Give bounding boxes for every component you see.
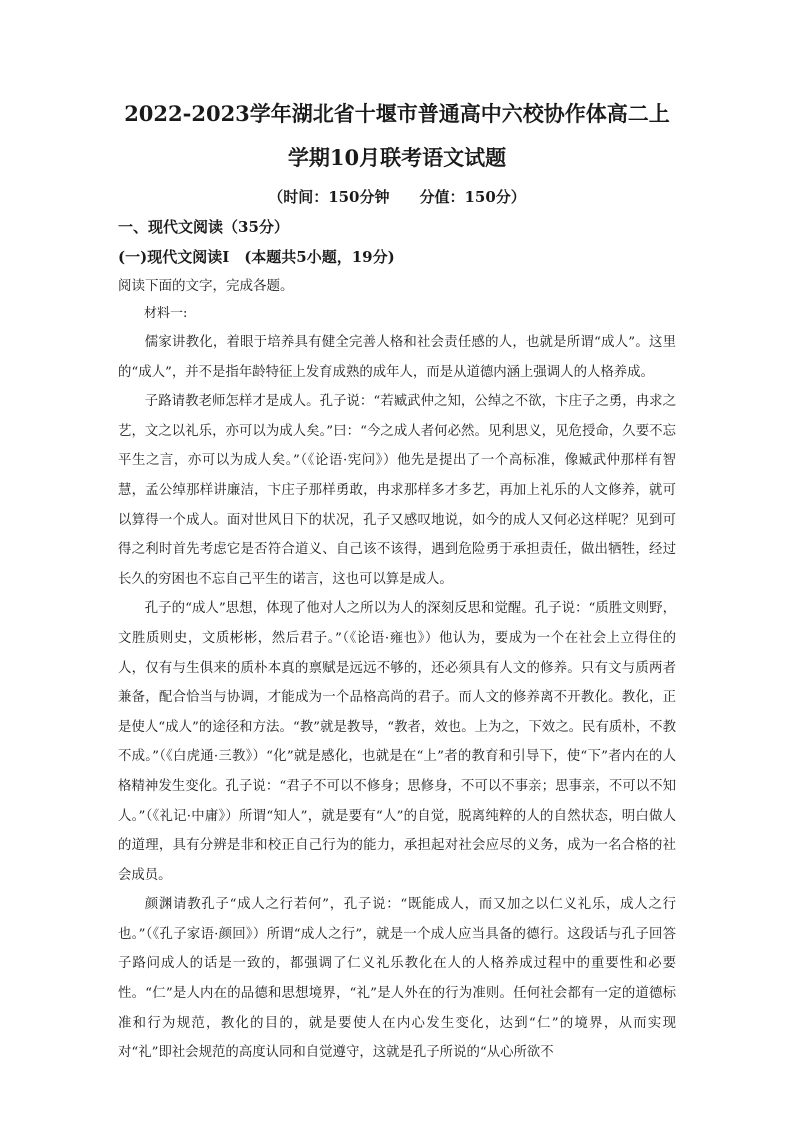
reading-instruction: 阅读下面的文字，完成各题。 [118, 278, 294, 294]
body-paragraph: 子路请教老师怎样才是成人。孔子说：“若臧武仲之知，公绰之不欲，卞庄子之勇，冉求之艺，文之以礼乐，亦可以为成人矣。”曰：“今之成人者何必然。见利思义，见危授命，久要不忘平生之言，亦可以为成人矣。”（《论语·宪问》）他先是提出了一个高标准，像臧武仲那样有智慧，孟公绰那样讲廉洁，卞庄子那样勇敢，冉求那样多才多艺，再加上礼乐的人文修养，就可以算得一个成人。面对世风日下的状况，孔子又感叹地说，如今的成人又何必这样呢？见到可得之利时首先考虑它是否符合道义、自己该不该得，遇到危险勇于承担责任，做出牺牲，经过长久的穷困也不忘自己平生的诺言，这也可以算是成人。 [118, 394, 676, 587]
body-paragraph: 孔子的“成人”思想，体现了他对人之所以为人的深刻反思和觉醒。孔子说：“质胜文则野，文胜质则史，文质彬彬，然后君子。”（《论语·雍也》）他认为，要成为一个在社会上立得住的人，仅有与生俱来的质朴本真的禀赋是远远不够的，还必须具有人文的修养。只有文与质两者兼备，配合恰当与协调，才能成为一个品格高尚的君子。而人文的修养离不开教化。教化，正是使人“成人”的途径和方法。“教”就是教导，“教者，效也。上为之，下效之。民有质朴，不教不成。”（《白虎通·三教》）“化”就是感化，也就是在“上”者的教育和引导下，使“下”者内在的人格精神发生变化。孔子说：“君子不可以不修身；思修身，不可以不事亲；思事亲，不可以不知人。”（《礼记·中庸》）所谓“知人”，就是要有“人”的自觉，脱离纯粹的人的自然状态，明白做人的道理，具有分辨是非和校正自己行为的能力，承担起对社会应尽的义务，成为一名合格的社会成员。 [118, 601, 676, 883]
section-heading-modern-reading: 一、现代文阅读（35分） [118, 218, 289, 236]
material-label: 材料一: [144, 306, 188, 321]
exam-info: （时间：150分钟 分值：150分） [268, 188, 526, 206]
document-title: 2022-2023学年湖北省十堰市普通高中六校协作体高二上学期10月联考语文试题 [124, 101, 670, 170]
body-paragraph: 颜渊请教孔子“成人之行若何”，孔子说：“既能成人，而又加之以仁义礼乐，成人之行也。”（《孔子家语·颜回》）所谓“成人之行”，就是一个成人应当具备的德行。这段话与孔子回答子路问成人的话是一致的，都强调了仁义礼乐教化在人的人格养成过程中的重要性和必要性。“仁”是人内在的品德和思想境界，“礼”是人外在的行为准则。任何社会都有一定的道德标准和行为规范，教化的目的，就是要使人在内心发生变化，达到“仁”的境界，从而实现对“礼”即社会规范的高度认同和自觉遵守，这就是孔子所说的“从心所欲不 [118, 897, 676, 1061]
subsection-heading-reading-one: (一)现代文阅读Ⅰ (本题共5小题，19分) [118, 248, 395, 266]
body-paragraph: 儒家讲教化，着眼于培养具有健全完善人格和社会责任感的人，也就是所谓“成人”。这里的“成人”，并不是指年龄特征上发育成熟的成年人，而是从道德内涵上强调人的人格养成。 [118, 335, 676, 380]
